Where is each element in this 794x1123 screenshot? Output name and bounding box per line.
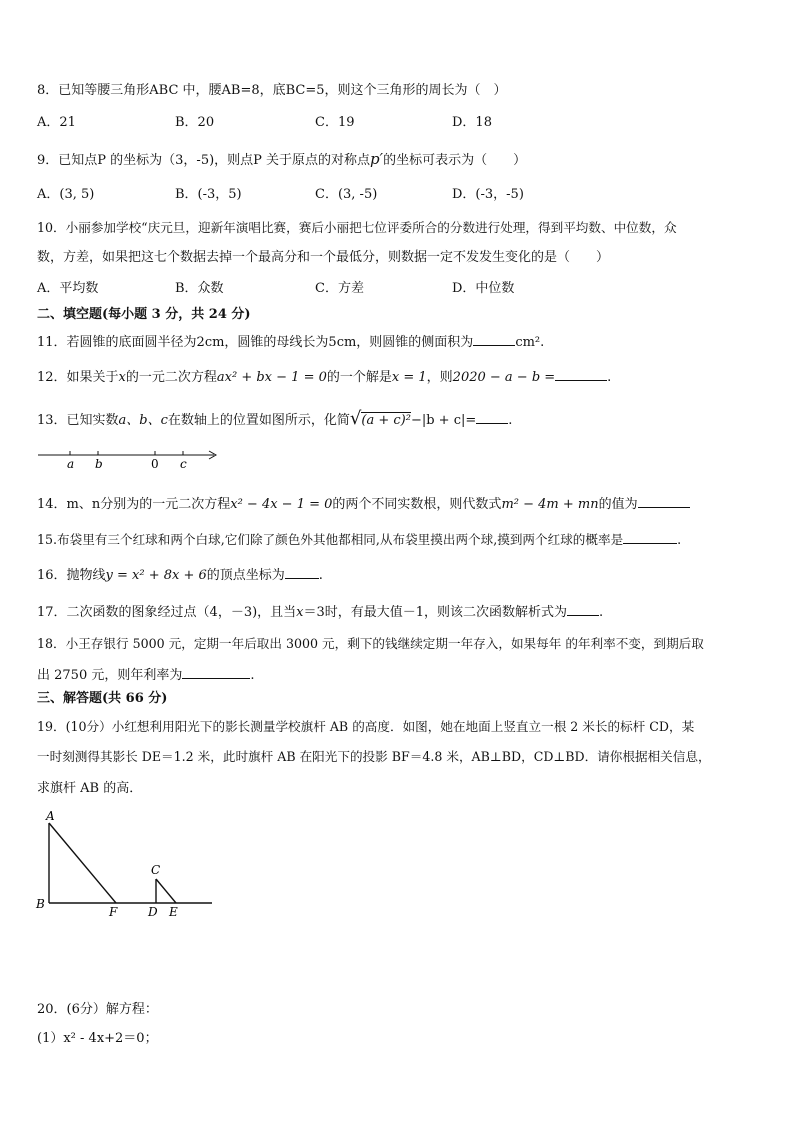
- q10-option-a: A．平均数: [37, 281, 99, 296]
- q20-part1: (1）x² - 4x+2＝0；: [37, 1031, 158, 1046]
- fig-label-B: B: [36, 897, 45, 911]
- q10-line2: 数，方差，如果把这七个数据去掉一个最高分和一个最低分，则数据一定不发发生变化的是（ ）: [37, 250, 610, 265]
- fig-label-E: E: [169, 905, 178, 919]
- q15: 15.布袋里有三个红球和两个白球,它们除了颜色外其他都相同,从布袋里摸出两个球,摸到两个红球的概率是 .: [37, 532, 682, 547]
- q14: 14．m、n分别为的一元二次方程x² − 4x − 1 = 0的两个不同实数根，则代数式m² − 4m + mn的值为: [37, 495, 690, 514]
- numberline-label-a: a: [67, 457, 75, 471]
- q18-line1: 18．小王存银行 5000 元，定期一年后取出 3000 元，剩下的钱继续定期一年存入，如果每年 的年利率不变，到期后取: [37, 636, 704, 651]
- q10-option-d: D．中位数: [452, 281, 515, 296]
- fig-label-C: C: [151, 863, 161, 877]
- q9-option-b: B．(-3，5): [175, 187, 242, 202]
- q12: 12．如果关于x的一元二次方程ax² + bx − 1 = 0的一个解是x = 1，则2020 − a − b = .: [37, 370, 612, 385]
- number-line: [36, 446, 222, 472]
- q19-line3: 求旗杆 AB 的高．: [37, 781, 143, 796]
- fig-label-A: A: [46, 809, 55, 823]
- q9-option-d: D．(-3，-5): [452, 187, 524, 202]
- q18-line2: 出 2750 元，则年利率为 .: [37, 668, 255, 683]
- section-2-heading: 二、填空题(每小题 3 分，共 24 分): [37, 307, 251, 322]
- q9-option-c: C．(3, -5): [315, 187, 378, 202]
- q8-option-a: A．21: [37, 115, 76, 130]
- section-3-heading: 三、解答题(共 66 分): [37, 691, 168, 706]
- q16: 16．抛物线y = x² + 8x + 6的顶点坐标为 .: [37, 568, 323, 583]
- q10-option-b: B．众数: [175, 281, 224, 296]
- numberline-label-c: c: [180, 457, 187, 471]
- q13: 13．已知实数a、b、c在数轴上的位置如图所示，化简√(a + c)²−|b + c|= .: [37, 408, 513, 429]
- q19-line2: 一时刻测得其影长 DE＝1.2 米，此时旗杆 AB 在阳光下的投影 BF＝4.8 米，AB⊥BD，CD⊥BD．请你根据相关信息，: [37, 749, 711, 764]
- q10-line1: 10．小丽参加学校“庆元旦，迎新年演唱比赛，赛后小丽把七位评委所合的分数进行处理，得到平均数、中位数，众: [37, 220, 677, 235]
- q20-stem: 20．(6分）解方程：: [37, 1002, 158, 1017]
- q8-stem: 8．已知等腰三角形ABC 中，腰AB=8，底BC=5，则这个三角形的周长为（ ）: [37, 83, 507, 98]
- fig-label-F: F: [109, 905, 118, 919]
- q8-option-b: B．20: [175, 115, 215, 130]
- q9-stem: 9．已知点P 的坐标为（3，-5)，则点P 关于原点的对称点p′的坐标可表示为（ ）: [37, 150, 527, 168]
- fig-label-D: D: [148, 905, 158, 919]
- numberline-label-b: b: [95, 457, 103, 471]
- numberline-label-0: 0: [151, 457, 159, 471]
- q19-line1: 19．(10分）小红想利用阳光下的影长测量学校旗杆 AB 的高度．如图，她在地面上竖直立一根 2 米长的标杆 CD，某: [37, 719, 695, 734]
- q10-option-c: C．方差: [315, 281, 364, 296]
- q8-option-d: D．18: [452, 115, 492, 130]
- q17: 17．二次函数的图象经过点（4，－3)，且当x＝3时，有最大值－1，则该二次函数解析式为 .: [37, 605, 604, 620]
- q8-option-c: C．19: [315, 115, 355, 130]
- flagpole-figure: [34, 808, 216, 920]
- q9-option-a: A．(3, 5): [37, 187, 95, 202]
- q11: 11．若圆锥的底面圆半径为2cm，圆锥的母线长为5cm，则圆锥的侧面积为 cm².: [37, 335, 545, 350]
